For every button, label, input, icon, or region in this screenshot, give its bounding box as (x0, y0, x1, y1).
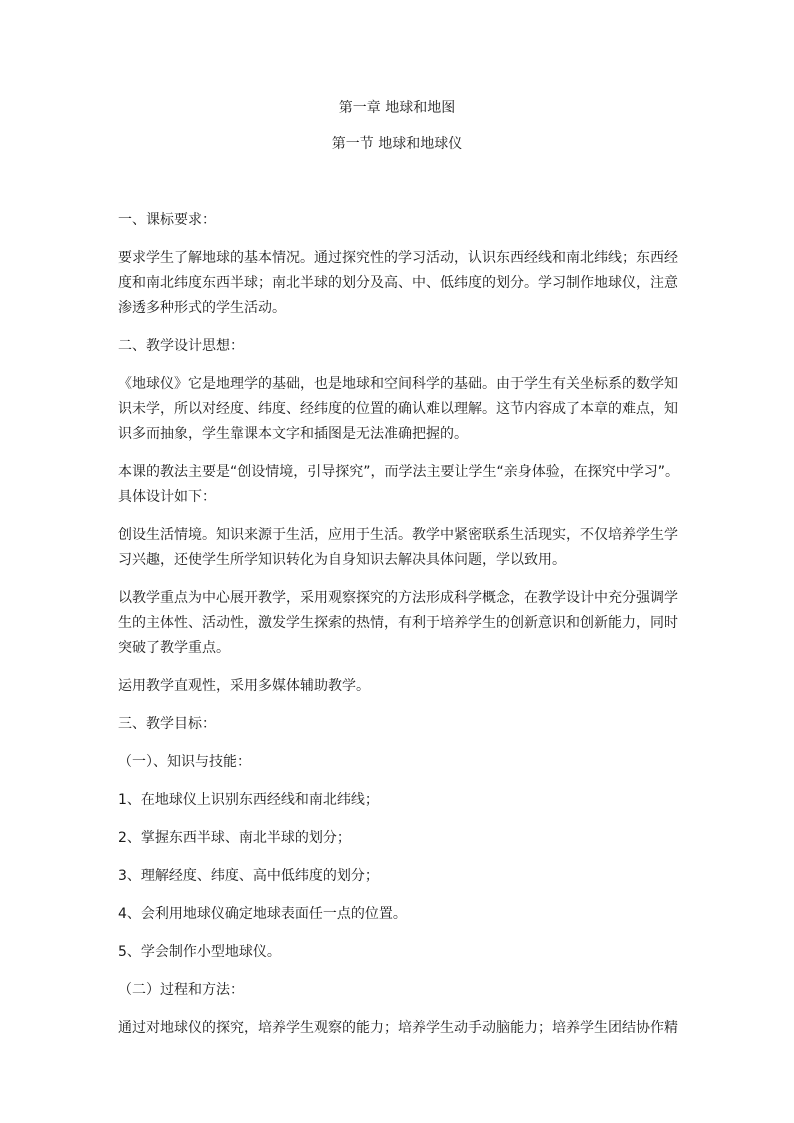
chapter-title: 第一章 地球和地图 (338, 100, 456, 116)
list-item: 1、在地球仪上识别东西经线和南北纬线； (118, 792, 379, 808)
paragraph-teaching-method: 本课的教法主要是“创设情境，引导探究”，而学法主要让学生“亲身体验，在探究中学习”。具体设计如下： (118, 464, 680, 505)
subheading-knowledge-skills: （一）、知识与技能： (118, 754, 251, 770)
heading-curriculum-requirements: 一、课标要求： (118, 212, 216, 228)
subheading-process-methods: （二）过程和方法： (118, 982, 244, 998)
paragraph-life-situation: 创设生活情境。知识来源于生活，应用于生活。教学中紧密联系生活现实，不仅培养学生学习兴趣，还使学生所学知识转化为自身知识去解决具体问题，学以致用。 (118, 527, 678, 568)
section-title: 第一节 地球和地球仪 (331, 136, 463, 152)
list-item: 3、理解经度、纬度、高中低纬度的划分； (118, 868, 379, 884)
list-item: 5、学会制作小型地球仪。 (118, 944, 281, 960)
paragraph-multimedia: 运用教学直观性，采用多媒体辅助教学。 (118, 678, 370, 694)
heading-design-thinking: 二、教学设计思想： (118, 338, 244, 354)
paragraph-curriculum-requirements: 要求学生了解地球的基本情况。通过探究性的学习活动，认识东西经线和南北纬线；东西经度和南北纬度东西半球；南北半球的划分及高、中、低纬度的划分。学习制作地球仪，注意渗透多种形式的学生活动。 (118, 250, 678, 316)
list-item: 2、掌握东西半球、南北半球的划分； (118, 830, 351, 846)
heading-teaching-objectives: 三、教学目标： (118, 716, 216, 732)
paragraph-teaching-focus: 以教学重点为中心展开教学，采用观察探究的方法形成科学概念，在教学设计中充分强调学生的主体性、活动性，激发学生探索的热情，有利于培养学生的创新意识和创新能力，同时突破了教学重点。 (118, 590, 678, 656)
paragraph-globe-basis: 《地球仪》它是地理学的基础，也是地球和空间科学的基础。由于学生有关坐标系的数学知识未学，所以对经度、纬度、经纬度的位置的确认难以理解。这节内容成了本章的难点，知识多而抽象，学生靠课本文字和插图是无法准确把握的。 (118, 376, 678, 442)
list-item: 4、会利用地球仪确定地球表面任一点的位置。 (118, 906, 407, 922)
paragraph-process-methods: 通过对地球仪的探究，培养学生观察的能力；培养学生动手动脑能力；培养学生团结协作精 (118, 1020, 678, 1036)
document-body (118, 208, 680, 1054)
